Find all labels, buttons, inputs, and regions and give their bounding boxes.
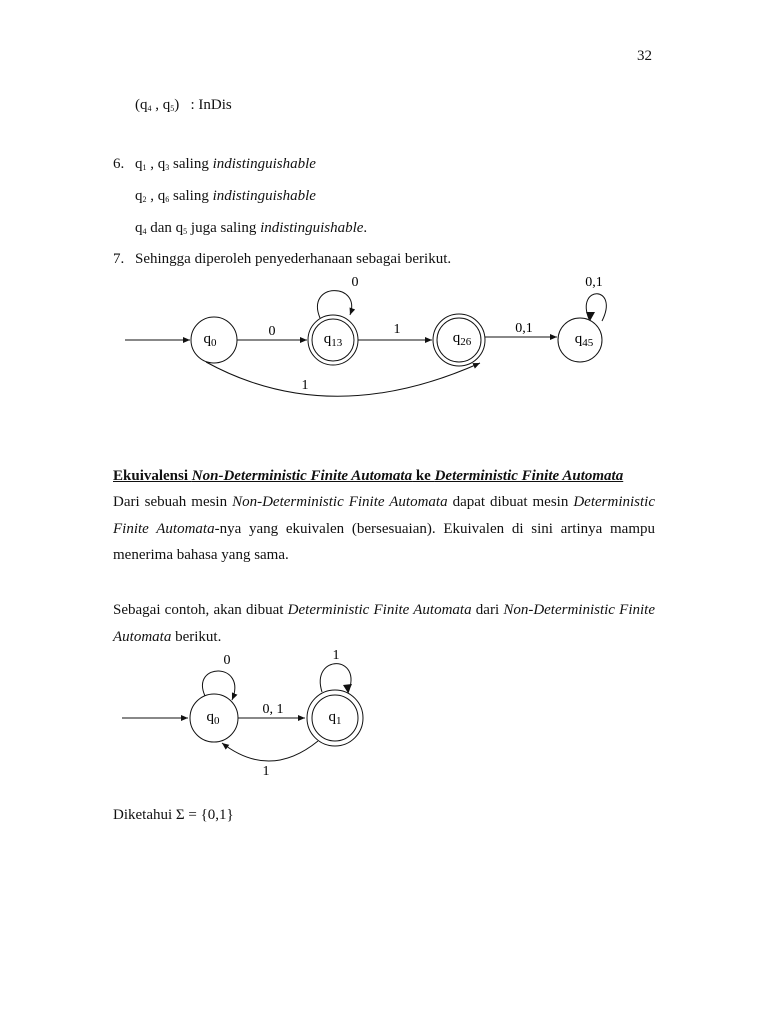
item-6-number: 6. xyxy=(113,156,125,172)
nfa-edge-q1-q0-label: 1 xyxy=(262,764,270,779)
nfa-state-q0-label: $q_0$ xyxy=(206,709,220,727)
loop-q13 xyxy=(317,291,351,318)
alphabet-line: Diketahui Σ = {0,1} xyxy=(113,807,234,823)
minimized-dfa-diagram xyxy=(0,265,768,410)
paragraph-2: Sebagai contoh, akan dibuat Deterministic Finite Automata dari Non-Deterministic Finite Automata berikut. xyxy=(113,602,655,645)
edge-q26-q45-label: 0,1 xyxy=(515,321,533,336)
item-6-line-3: $q_4$ dan $q_5$ juga saling indistinguishable. xyxy=(135,220,368,236)
loop-q45-label: 0,1 xyxy=(585,275,603,290)
nfa-diagram xyxy=(0,645,768,785)
pair-status: : InDis xyxy=(190,97,232,113)
edge-q0-q26-label: 1 xyxy=(301,378,309,393)
nfa-state-q1-label: $q_1$ xyxy=(328,709,342,727)
paragraph-1: Dari sebuah mesin Non-Deterministic Finite Automata dapat dibuat mesin Deterministic Finite Automata-nya yang ekuivalen (bersesuaian). Ekuivalen di sini artinya mampu menerima bahasa yang sama. xyxy=(113,494,655,563)
pair-line: ($q_4$ , $q_5$) : InDis xyxy=(135,97,232,113)
state-q13-label: $q_{13}$ xyxy=(323,331,343,349)
edge-q0-q26 xyxy=(206,362,480,396)
item-6-line-1: $q_1$ , $q_3$ saling indistinguishable xyxy=(135,156,316,172)
page-number: 32 xyxy=(637,48,652,64)
state-q0-label: $q_0$ xyxy=(203,331,217,349)
edge-q13-q26-label: 1 xyxy=(393,322,401,337)
state-q45-label: $q_{45}$ xyxy=(574,331,594,349)
item-6-line-2: $q_2$ , $q_6$ saling indistinguishable xyxy=(135,188,316,204)
item-7-text: Sehingga diperoleh penyederhanaan sebagai berikut. xyxy=(135,251,452,267)
edge-q0-q13-label: 0 xyxy=(268,324,276,339)
item-7-number: 7. xyxy=(113,251,125,267)
nfa-edge-q0-q1-label: 0, 1 xyxy=(262,702,284,717)
state-q26-label: $q_{26}$ xyxy=(452,330,472,348)
loop-q13-label: 0 xyxy=(351,275,359,290)
nfa-loop-q0-label: 0 xyxy=(223,653,231,668)
nfa-loop-q1-label: 1 xyxy=(332,648,340,663)
nfa-edge-q1-q0 xyxy=(222,741,318,761)
section-heading: Ekuivalensi Non-Deterministic Finite Automata ke Deterministic Finite Automata xyxy=(113,468,624,484)
